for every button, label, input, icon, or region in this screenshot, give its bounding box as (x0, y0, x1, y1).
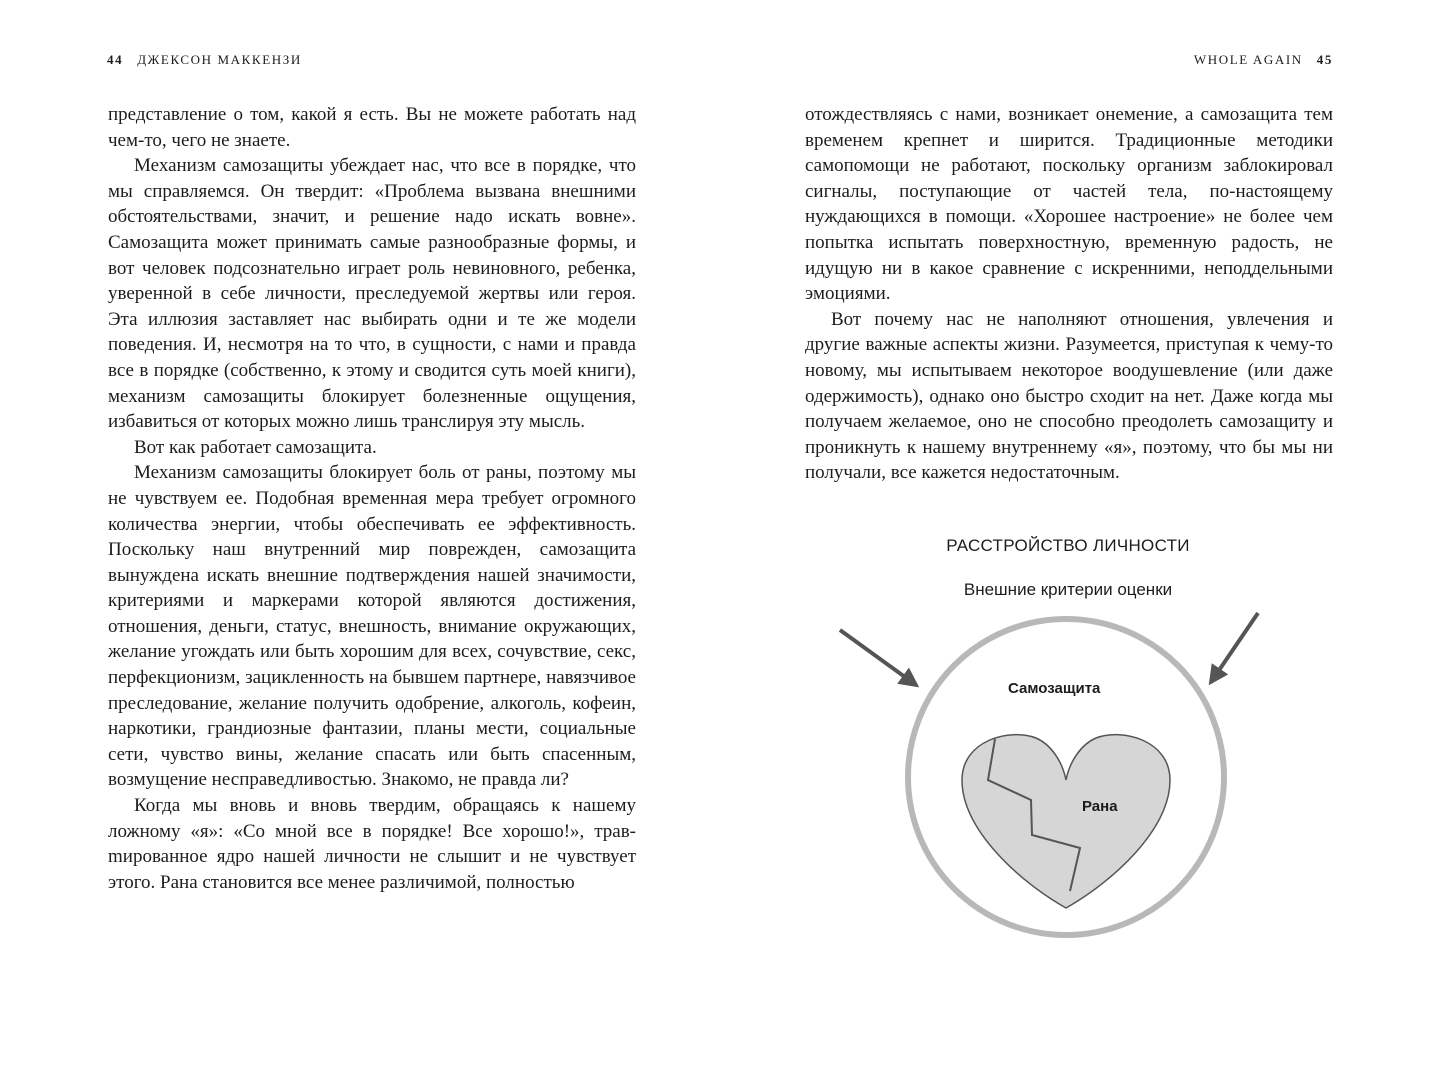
personality-disorder-diagram (720, 530, 1440, 950)
left-body-text (108, 102, 636, 895)
diagram-graphic (720, 530, 1440, 950)
paragraph: Вот как работает самозащита. (134, 436, 377, 458)
page-number-left: 44 (107, 52, 124, 67)
paragraph: Когда мы вновь и вновь твердим, обращаясь к нашему ложному «я»: «Со мной все в порядке! Все хорошо!», травmированное ядро нашей личности не слышит и не чувствует этого. Рана становится все менее различимой, полностью (108, 795, 636, 893)
paragraph: представление о том, какой я есть. Вы не можете работать над чем-то, чего не знаете. (108, 104, 636, 151)
arrow-icon (1211, 613, 1258, 682)
right-page (720, 0, 1440, 1080)
diagram-subtitle: Внешние критерии оценки (963, 580, 1173, 599)
author-name: ДЖЕКСОН МАККЕНЗИ (137, 52, 302, 67)
broken-heart-icon (962, 735, 1170, 908)
self-defense-label: Самозащита (1008, 680, 1101, 697)
paragraph: Механизм самозащиты блокирует боль от раны, поэтому мы не чувствуем ее. Подобная временная мера требует огромного количества энергии, чтобы обеспечивать ее эффективность. Поскольку наш внутренний мир поврежден, самозащита вынуждена искать внешние подтверждения нашей значимости, критериями и маркерами которой являются достижения, отношения, деньги, статус, внешность, внимание окружающих, желание угождать или быть хорошим для всех, сочувствие, секс, перфекционизм, зацикленность на бывшем партнере, навязчивое преследование, желание получить одобрение, алкоголь, кофеин, наркотики, грандиозные фантазии, планы мести, социальные сети, чувство вины, желание спасать или быть спасенным, возмущение несправедливостью. Знакомо, не правда ли? (108, 462, 636, 791)
right-body-text (805, 102, 1333, 486)
arrow-icon (840, 630, 916, 685)
paragraph: Вот почему нас не наполняют отношения, увлечения и другие важные аспекты жизни. Разумеется, приступая к чему-то новому, мы испытываем некоторое воодушевление (или даже одержимость), однако оно быстро сходит на нет. Даже когда мы получаем желаемое, оно не способно преодолеть самозащиту и проникнуть к нашему внутреннему «я», поэтому, что бы мы ни получали, все кажется недостаточным. (805, 308, 1333, 484)
running-head-left (107, 52, 302, 68)
wound-label: Рана (1082, 798, 1118, 815)
running-head-right (1194, 52, 1333, 68)
paragraph: отождествляясь с нами, возникает онемение, а самозащита тем временем крепнет и ширится. Традиционные методики самопомощи не работают, поскольку организм заблокировал сигналы, поступающие от частей тела, по-настоящему нуждающихся в помощи. «Хорошее настроение» не более чем попытка испытать поверхностную, временную радость, не идущую ни в какое сравнение с искренними, неподдельными эмоциями. (805, 104, 1333, 305)
diagram-title: РАССТРОЙСТВО ЛИЧНОСТИ (946, 536, 1190, 555)
book-title: WHOLE AGAIN (1193, 52, 1303, 67)
paragraph: Механизм самозащиты убеждает нас, что все в порядке, что мы справляемся. Он твердит: «Проблема вызвана внешними обстоятельствами, значит, и решение надо искать вовне». Самозащита может принимать самые разнообразные формы, и вот человек подсознательно играет роль невиновного, ребенка, уверенной в себе личности, преследуемой жертвы или героя. Эта иллюзия заставляет нас выбирать одни и те же модели поведения. И, несмотря на то что, в сущности, с нами и правда все в порядке (собственно, к этому и сводится суть моей книги), механизм самозащиты блокирует болезненные ощущения, избавиться от которых можно лишь транслируя эту мысль. (108, 155, 636, 433)
page-number-right: 45 (1316, 52, 1333, 67)
